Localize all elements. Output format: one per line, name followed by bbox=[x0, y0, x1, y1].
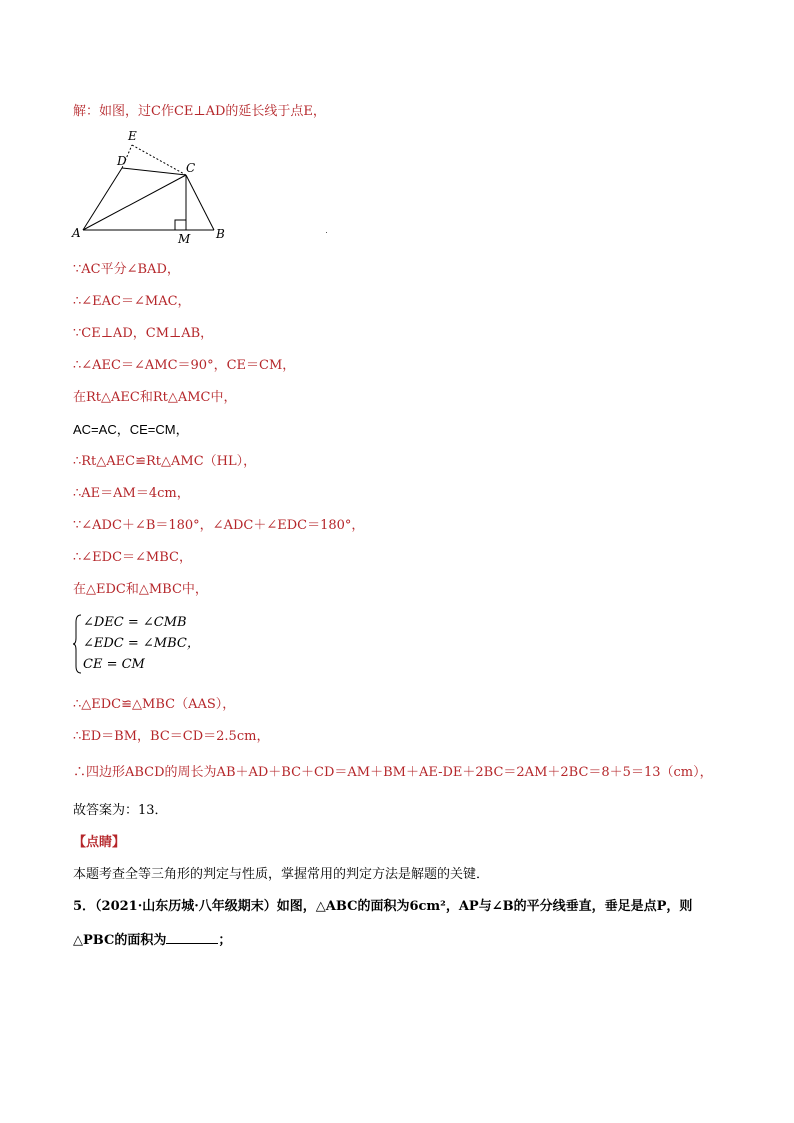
step-4: ∴∠AEC＝∠AMC＝90°，CE＝CM， bbox=[73, 358, 296, 373]
label-C: C bbox=[186, 161, 196, 175]
step-2: ∴∠EAC＝∠MAC， bbox=[73, 294, 191, 309]
system-brace bbox=[73, 614, 83, 674]
problem-5-line-2 bbox=[73, 930, 231, 950]
segment-CB bbox=[186, 175, 214, 230]
step-10: ∴∠EDC＝∠MBC， bbox=[73, 550, 192, 565]
step-14: ∴四边形ABCD的周长为AB＋AD＋BC＋CD＝AM＋BM＋AE-DE＋2BC＝2AM＋2BC＝8＋5＝13（cm）， bbox=[73, 765, 713, 780]
system-line-3: CE = CM bbox=[83, 657, 145, 672]
label-B: B bbox=[216, 227, 225, 241]
step-5: 在Rt△AEC和Rt△AMC中， bbox=[73, 390, 237, 405]
label-A: A bbox=[72, 226, 81, 240]
step-8: ∴AE＝AM＝4cm， bbox=[73, 486, 190, 501]
step-9: ∵∠ADC＋∠B＝180°，∠ADC＋∠EDC＝180°， bbox=[73, 518, 365, 533]
step-1: ∵AC平分∠BAD， bbox=[73, 262, 180, 277]
segment-AD bbox=[83, 168, 122, 230]
segment-EC bbox=[132, 145, 186, 175]
answer-blank[interactable] bbox=[166, 930, 218, 944]
answer-line: 故答案为：13． bbox=[73, 803, 168, 818]
comment-text: 本题考查全等三角形的判定与性质，掌握常用的判定方法是解题的关键． bbox=[73, 867, 490, 882]
step-3: ∵CE⊥AD，CM⊥AB， bbox=[73, 326, 214, 341]
segment-AC bbox=[83, 175, 186, 230]
problem-5-text: △PBC的面积为 bbox=[73, 933, 167, 948]
stray-dot bbox=[326, 232, 327, 233]
segment-DC bbox=[122, 168, 186, 175]
problem-5-end: ； bbox=[218, 933, 232, 948]
problem-5-line-1: 5．（2021·山东历城·八年级期末）如图，△ABC的面积为6cm²，AP与∠B的平分线垂直，垂足是点P，则 bbox=[73, 899, 693, 914]
label-M: M bbox=[178, 232, 191, 245]
step-13: ∴ED＝BM，BC＝CD＝2.5cm， bbox=[73, 729, 270, 744]
step-7: ∴Rt△AEC≌Rt△AMC（HL）， bbox=[73, 454, 257, 469]
solution-intro: 解：如图，过C作CE⊥AD的延长线于点E， bbox=[73, 104, 326, 119]
step-6: AC=AC，CE=CM， bbox=[73, 422, 189, 437]
comment-heading: 【点睛】 bbox=[73, 835, 126, 850]
system-line-1: ∠DEC = ∠CMB bbox=[83, 615, 187, 630]
trapezoid-figure bbox=[62, 125, 242, 245]
label-E: E bbox=[128, 129, 137, 143]
step-11: 在△EDC和△MBC中， bbox=[73, 582, 208, 597]
step-12: ∴△EDC≌△MBC（AAS）， bbox=[73, 697, 236, 712]
label-D: D bbox=[117, 154, 127, 168]
right-angle-mark bbox=[175, 220, 186, 230]
system-line-2: ∠EDC = ∠MBC， bbox=[83, 636, 200, 651]
